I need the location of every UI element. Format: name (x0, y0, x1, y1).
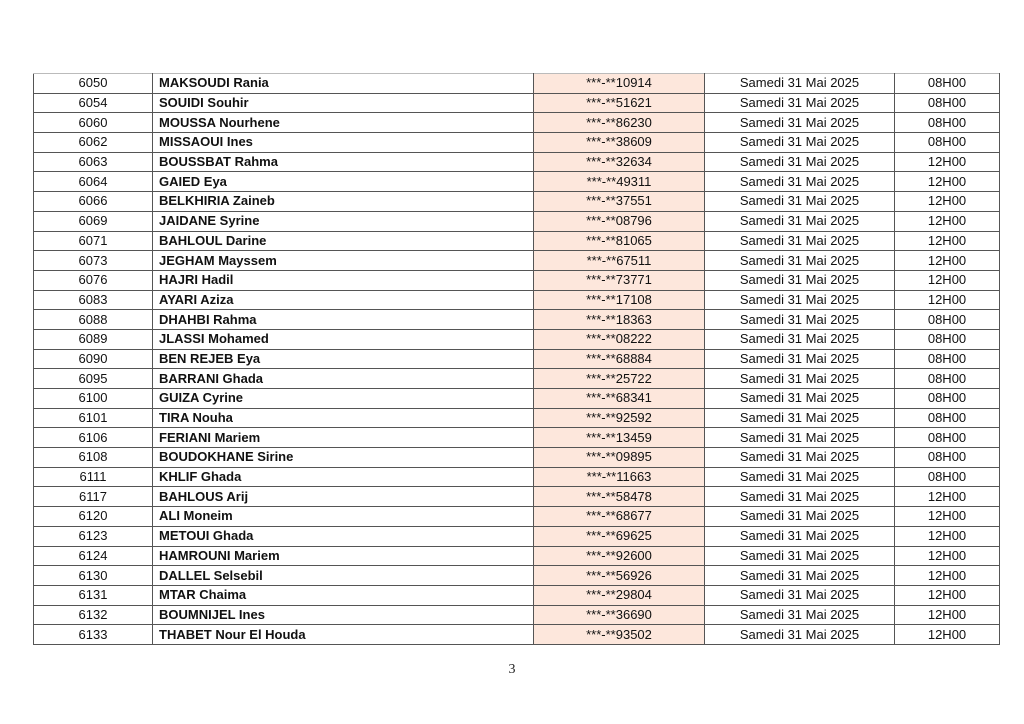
candidate-number-cell: 6062 (34, 133, 153, 153)
candidate-name-cell: JLASSI Mohamed (153, 329, 534, 349)
exam-date-cell: Samedi 31 Mai 2025 (705, 290, 895, 310)
candidate-name-cell: HAMROUNI Mariem (153, 546, 534, 566)
candidate-name-cell: BELKHIRIA Zaineb (153, 192, 534, 212)
table-row (34, 546, 1000, 566)
masked-id-cell: ***-**09895 (534, 448, 705, 468)
exam-date-cell: Samedi 31 Mai 2025 (705, 566, 895, 586)
table-row (34, 349, 1000, 369)
table-row (34, 585, 1000, 605)
table-row (34, 369, 1000, 389)
candidate-number-cell: 6060 (34, 113, 153, 133)
candidate-name-cell: BOUSSBAT Rahma (153, 152, 534, 172)
exam-time-cell: 08H00 (895, 133, 1000, 153)
table-row (34, 231, 1000, 251)
exam-date-cell: Samedi 31 Mai 2025 (705, 211, 895, 231)
exam-time-cell: 12H00 (895, 172, 1000, 192)
masked-id-cell: ***-**18363 (534, 310, 705, 330)
masked-id-cell: ***-**11663 (534, 467, 705, 487)
candidate-number-cell: 6106 (34, 428, 153, 448)
exam-time-cell: 08H00 (895, 349, 1000, 369)
candidate-name-cell: JEGHAM Mayssem (153, 251, 534, 271)
masked-id-cell: ***-**58478 (534, 487, 705, 507)
masked-id-cell: ***-**81065 (534, 231, 705, 251)
masked-id-cell: ***-**17108 (534, 290, 705, 310)
page-number: 3 (508, 662, 516, 677)
exam-time-cell: 12H00 (895, 507, 1000, 527)
exam-date-cell: Samedi 31 Mai 2025 (705, 526, 895, 546)
masked-id-cell: ***-**51621 (534, 93, 705, 113)
candidate-number-cell: 6089 (34, 329, 153, 349)
masked-id-cell: ***-**32634 (534, 152, 705, 172)
candidate-name-cell: BARRANI Ghada (153, 369, 534, 389)
exam-date-cell: Samedi 31 Mai 2025 (705, 133, 895, 153)
candidate-number-cell: 6101 (34, 408, 153, 428)
candidate-name-cell: DALLEL Selsebil (153, 566, 534, 586)
masked-id-cell: ***-**08222 (534, 329, 705, 349)
table-row (34, 487, 1000, 507)
exam-time-cell: 08H00 (895, 389, 1000, 409)
exam-time-cell: 12H00 (895, 585, 1000, 605)
candidate-number-cell: 6124 (34, 546, 153, 566)
table-row (34, 389, 1000, 409)
exam-time-cell: 08H00 (895, 74, 1000, 94)
exam-time-cell: 08H00 (895, 329, 1000, 349)
exam-time-cell: 12H00 (895, 251, 1000, 271)
candidate-number-cell: 6066 (34, 192, 153, 212)
exam-date-cell: Samedi 31 Mai 2025 (705, 329, 895, 349)
exam-time-cell: 12H00 (895, 546, 1000, 566)
exam-date-cell: Samedi 31 Mai 2025 (705, 408, 895, 428)
table-row (34, 290, 1000, 310)
table-row (34, 251, 1000, 271)
candidate-number-cell: 6050 (34, 74, 153, 94)
table-row (34, 93, 1000, 113)
table-row (34, 467, 1000, 487)
exam-time-cell: 12H00 (895, 231, 1000, 251)
masked-id-cell: ***-**86230 (534, 113, 705, 133)
exam-date-cell: Samedi 31 Mai 2025 (705, 152, 895, 172)
candidate-name-cell: MTAR Chaima (153, 585, 534, 605)
candidate-number-cell: 6063 (34, 152, 153, 172)
masked-id-cell: ***-**67511 (534, 251, 705, 271)
exam-time-cell: 12H00 (895, 605, 1000, 625)
candidate-number-cell: 6132 (34, 605, 153, 625)
candidate-name-cell: MAKSOUDI Rania (153, 74, 534, 94)
candidate-number-cell: 6111 (34, 467, 153, 487)
masked-id-cell: ***-**08796 (534, 211, 705, 231)
candidate-number-cell: 6123 (34, 526, 153, 546)
exam-date-cell: Samedi 31 Mai 2025 (705, 231, 895, 251)
table-row (34, 152, 1000, 172)
masked-id-cell: ***-**36690 (534, 605, 705, 625)
exam-date-cell: Samedi 31 Mai 2025 (705, 625, 895, 645)
candidate-name-cell: HAJRI Hadil (153, 270, 534, 290)
table-row (34, 310, 1000, 330)
exam-date-cell: Samedi 31 Mai 2025 (705, 546, 895, 566)
exam-date-cell: Samedi 31 Mai 2025 (705, 585, 895, 605)
candidate-name-cell: BEN REJEB Eya (153, 349, 534, 369)
exam-date-cell: Samedi 31 Mai 2025 (705, 605, 895, 625)
candidate-number-cell: 6054 (34, 93, 153, 113)
candidate-name-cell: BAHLOUS Arij (153, 487, 534, 507)
candidate-number-cell: 6073 (34, 251, 153, 271)
masked-id-cell: ***-**68884 (534, 349, 705, 369)
exam-date-cell: Samedi 31 Mai 2025 (705, 192, 895, 212)
exam-date-cell: Samedi 31 Mai 2025 (705, 389, 895, 409)
exam-time-cell: 08H00 (895, 467, 1000, 487)
table-row (34, 74, 1000, 94)
candidate-number-cell: 6076 (34, 270, 153, 290)
candidate-name-cell: ALI Moneim (153, 507, 534, 527)
exam-time-cell: 12H00 (895, 487, 1000, 507)
schedule-table (33, 73, 1000, 645)
exam-time-cell: 08H00 (895, 93, 1000, 113)
table-row (34, 605, 1000, 625)
candidate-number-cell: 6071 (34, 231, 153, 251)
exam-date-cell: Samedi 31 Mai 2025 (705, 113, 895, 133)
masked-id-cell: ***-**49311 (534, 172, 705, 192)
exam-time-cell: 08H00 (895, 428, 1000, 448)
candidate-name-cell: TIRA Nouha (153, 408, 534, 428)
candidate-number-cell: 6095 (34, 369, 153, 389)
candidate-name-cell: KHLIF Ghada (153, 467, 534, 487)
table-row (34, 526, 1000, 546)
candidate-name-cell: JAIDANE Syrine (153, 211, 534, 231)
exam-date-cell: Samedi 31 Mai 2025 (705, 310, 895, 330)
candidate-number-cell: 6117 (34, 487, 153, 507)
candidate-name-cell: BAHLOUL Darine (153, 231, 534, 251)
candidate-name-cell: BOUMNIJEL Ines (153, 605, 534, 625)
masked-id-cell: ***-**37551 (534, 192, 705, 212)
masked-id-cell: ***-**93502 (534, 625, 705, 645)
table-row (34, 408, 1000, 428)
candidate-name-cell: BOUDOKHANE Sirine (153, 448, 534, 468)
exam-time-cell: 12H00 (895, 270, 1000, 290)
exam-time-cell: 12H00 (895, 526, 1000, 546)
table-row (34, 113, 1000, 133)
masked-id-cell: ***-**10914 (534, 74, 705, 94)
exam-date-cell: Samedi 31 Mai 2025 (705, 270, 895, 290)
candidate-number-cell: 6083 (34, 290, 153, 310)
table-row (34, 270, 1000, 290)
exam-date-cell: Samedi 31 Mai 2025 (705, 487, 895, 507)
masked-id-cell: ***-**92600 (534, 546, 705, 566)
candidate-name-cell: GUIZA Cyrine (153, 389, 534, 409)
exam-date-cell: Samedi 31 Mai 2025 (705, 369, 895, 389)
table-row (34, 211, 1000, 231)
candidate-name-cell: MISSAOUI Ines (153, 133, 534, 153)
table-row (34, 625, 1000, 645)
candidate-name-cell: AYARI Aziza (153, 290, 534, 310)
masked-id-cell: ***-**68677 (534, 507, 705, 527)
exam-time-cell: 12H00 (895, 211, 1000, 231)
exam-date-cell: Samedi 31 Mai 2025 (705, 428, 895, 448)
candidate-number-cell: 6090 (34, 349, 153, 369)
masked-id-cell: ***-**56926 (534, 566, 705, 586)
candidate-number-cell: 6120 (34, 507, 153, 527)
masked-id-cell: ***-**92592 (534, 408, 705, 428)
table-row (34, 428, 1000, 448)
candidate-number-cell: 6100 (34, 389, 153, 409)
masked-id-cell: ***-**69625 (534, 526, 705, 546)
exam-time-cell: 12H00 (895, 290, 1000, 310)
exam-date-cell: Samedi 31 Mai 2025 (705, 74, 895, 94)
masked-id-cell: ***-**73771 (534, 270, 705, 290)
table-row (34, 448, 1000, 468)
exam-date-cell: Samedi 31 Mai 2025 (705, 172, 895, 192)
table-row (34, 507, 1000, 527)
candidate-number-cell: 6133 (34, 625, 153, 645)
exam-date-cell: Samedi 31 Mai 2025 (705, 507, 895, 527)
exam-time-cell: 08H00 (895, 113, 1000, 133)
exam-time-cell: 08H00 (895, 369, 1000, 389)
table-row (34, 566, 1000, 586)
candidate-number-cell: 6108 (34, 448, 153, 468)
exam-time-cell: 08H00 (895, 448, 1000, 468)
candidate-name-cell: FERIANI Mariem (153, 428, 534, 448)
exam-time-cell: 08H00 (895, 408, 1000, 428)
candidate-number-cell: 6064 (34, 172, 153, 192)
exam-date-cell: Samedi 31 Mai 2025 (705, 349, 895, 369)
exam-date-cell: Samedi 31 Mai 2025 (705, 251, 895, 271)
exam-time-cell: 12H00 (895, 566, 1000, 586)
candidate-number-cell: 6069 (34, 211, 153, 231)
masked-id-cell: ***-**68341 (534, 389, 705, 409)
masked-id-cell: ***-**38609 (534, 133, 705, 153)
candidate-name-cell: MOUSSA Nourhene (153, 113, 534, 133)
candidate-number-cell: 6130 (34, 566, 153, 586)
table-row (34, 133, 1000, 153)
exam-time-cell: 08H00 (895, 310, 1000, 330)
table-row (34, 329, 1000, 349)
exam-date-cell: Samedi 31 Mai 2025 (705, 467, 895, 487)
candidate-name-cell: GAIED Eya (153, 172, 534, 192)
exam-time-cell: 12H00 (895, 625, 1000, 645)
candidate-name-cell: THABET Nour El Houda (153, 625, 534, 645)
candidate-number-cell: 6131 (34, 585, 153, 605)
table-row (34, 172, 1000, 192)
candidate-name-cell: DHAHBI Rahma (153, 310, 534, 330)
candidate-name-cell: SOUIDI Souhir (153, 93, 534, 113)
masked-id-cell: ***-**25722 (534, 369, 705, 389)
masked-id-cell: ***-**13459 (534, 428, 705, 448)
exam-date-cell: Samedi 31 Mai 2025 (705, 448, 895, 468)
masked-id-cell: ***-**29804 (534, 585, 705, 605)
table-row (34, 192, 1000, 212)
exam-date-cell: Samedi 31 Mai 2025 (705, 93, 895, 113)
exam-time-cell: 12H00 (895, 192, 1000, 212)
candidate-number-cell: 6088 (34, 310, 153, 330)
candidate-name-cell: METOUI Ghada (153, 526, 534, 546)
exam-time-cell: 12H00 (895, 152, 1000, 172)
schedule-table-body (34, 74, 1000, 645)
